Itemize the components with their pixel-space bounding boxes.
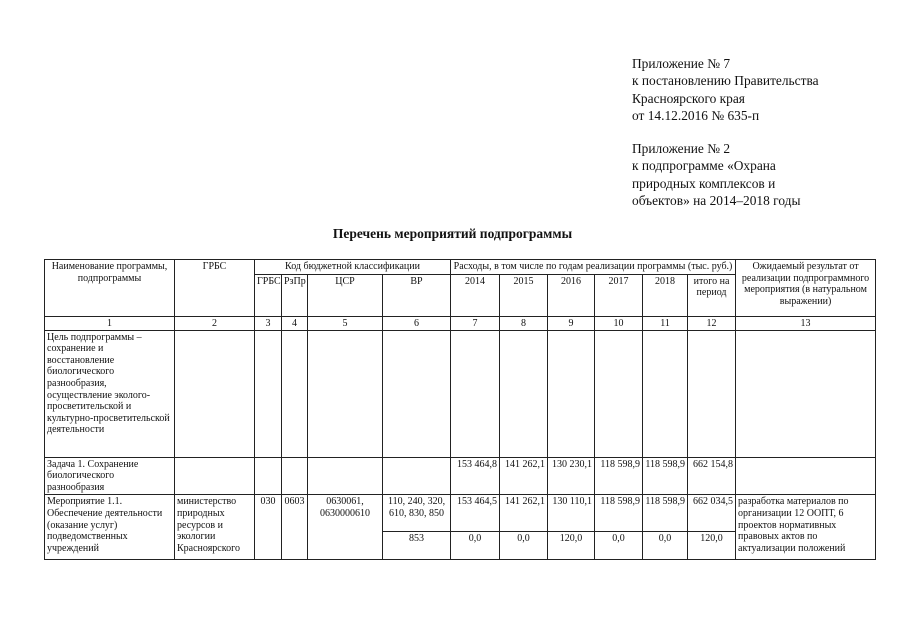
- appendix-main-line4: от 14.12.2016 № 635-п: [632, 107, 760, 123]
- col-number: 1: [45, 316, 175, 330]
- col-number: 2: [175, 316, 255, 330]
- event1-line1-2018: 118 598,9: [643, 495, 688, 532]
- header-expenses: Расходы, в том числе по годам реализации программы (тыс. руб.): [451, 260, 736, 275]
- header-result: Ожидаемый результат от реализации подпрограммного мероприятия (в натуральном выражении): [736, 260, 876, 317]
- event1-line2-2015: 0,0: [500, 532, 548, 560]
- empty-cell: [643, 330, 688, 457]
- empty-cell: [282, 457, 308, 495]
- event1-name: Мероприятие 1.1. Обеспечение деятельности (оказание услуг) подведомственных учреждений: [45, 495, 175, 560]
- col-number: 6: [383, 316, 451, 330]
- header-row-top: [45, 260, 876, 275]
- event1-line1-2014: 153 464,5: [451, 495, 500, 532]
- empty-cell: [548, 330, 595, 457]
- col-number: 9: [548, 316, 595, 330]
- event1-vr-line2: 853: [383, 532, 451, 560]
- header-year-2018: 2018: [643, 274, 688, 316]
- empty-cell: [736, 330, 876, 457]
- appendix-sub-stamp: [632, 140, 800, 209]
- event1-line2-2016: 120,0: [548, 532, 595, 560]
- event1-line2-total: 120,0: [688, 532, 736, 560]
- empty-cell: [383, 330, 451, 457]
- column-numbers-row: [45, 316, 876, 330]
- header-year-2016: 2016: [548, 274, 595, 316]
- empty-cell: [308, 330, 383, 457]
- header-year-2014: 2014: [451, 274, 500, 316]
- col-number: 3: [255, 316, 282, 330]
- task1-row: [45, 457, 876, 495]
- empty-cell: [595, 330, 643, 457]
- header-name: Наименование программы, подпрограммы: [45, 260, 175, 317]
- header-budget-code: Код бюджетной классификации: [255, 260, 451, 275]
- event1-csr: 0630061, 0630000610: [308, 495, 383, 560]
- goal-row: [45, 330, 876, 457]
- empty-cell: [255, 457, 282, 495]
- header-sub-vr: ВР: [383, 274, 451, 316]
- empty-cell: [736, 457, 876, 495]
- col-number: 13: [736, 316, 876, 330]
- empty-cell: [383, 457, 451, 495]
- event1-rzpr: 0603: [282, 495, 308, 560]
- empty-cell: [175, 330, 255, 457]
- header-total: итого на период: [688, 274, 736, 316]
- empty-cell: [255, 330, 282, 457]
- event1-grbs: министерство природных ресурсов и экологии Красноярского: [175, 495, 255, 560]
- event1-line1-2015: 141 262,1: [500, 495, 548, 532]
- event1-line2-2018: 0,0: [643, 532, 688, 560]
- event1-grbs-code: 030: [255, 495, 282, 560]
- col-number: 7: [451, 316, 500, 330]
- col-number: 8: [500, 316, 548, 330]
- appendix-main-stamp: [632, 55, 819, 124]
- header-grbs: ГРБС: [175, 260, 255, 317]
- empty-cell: [451, 330, 500, 457]
- appendix-sub-line3: природных комплексов и: [632, 175, 776, 191]
- appendix-sub-line1: Приложение № 2: [632, 141, 731, 156]
- empty-cell: [308, 457, 383, 495]
- empty-cell: [282, 330, 308, 457]
- header-sub-rzpr: РзПр: [282, 274, 308, 316]
- measures-table: [44, 259, 876, 560]
- header-sub-csr: ЦСР: [308, 274, 383, 316]
- event1-row-line1: [45, 495, 876, 532]
- task1-2016: 130 230,1: [548, 457, 595, 495]
- empty-cell: [688, 330, 736, 457]
- col-number: 11: [643, 316, 688, 330]
- task1-2014: 153 464,8: [451, 457, 500, 495]
- task1-2017: 118 598,9: [595, 457, 643, 495]
- event1-line1-2017: 118 598,9: [595, 495, 643, 532]
- appendix-main-line1: Приложение № 7: [632, 56, 731, 71]
- col-number: 4: [282, 316, 308, 330]
- event1-line1-2016: 130 110,1: [548, 495, 595, 532]
- empty-cell: [175, 457, 255, 495]
- goal-name: Цель подпрограммы – сохранение и восстановление биологического разнообразия, осуществление эколого-просветительской и культурно-просветительской деятельности: [45, 330, 175, 457]
- task1-name: Задача 1. Сохранение биологического разнообразия: [45, 457, 175, 495]
- task1-2015: 141 262,1: [500, 457, 548, 495]
- event1-vr-line1: 110, 240, 320, 610, 830, 850: [383, 495, 451, 532]
- appendix-main-line2: к постановлению Правительства: [632, 73, 819, 89]
- header-year-2015: 2015: [500, 274, 548, 316]
- col-number: 5: [308, 316, 383, 330]
- event1-line2-2017: 0,0: [595, 532, 643, 560]
- event1-line2-2014: 0,0: [451, 532, 500, 560]
- col-number: 12: [688, 316, 736, 330]
- appendix-main-line3: Красноярского края: [632, 90, 745, 106]
- event1-line1-total: 662 034,5: [688, 495, 736, 532]
- event1-result: разработка материалов по организации 12 ООПТ, 6 проектов нормативных правовых актов по актуализации положений: [736, 495, 876, 560]
- task1-2018: 118 598,9: [643, 457, 688, 495]
- appendix-sub-line2: к подпрограмме «Охрана: [632, 158, 776, 174]
- appendix-sub-line4: объектов» на 2014–2018 годы: [632, 192, 801, 208]
- document-title: Перечень мероприятий подпрограммы: [332, 226, 573, 241]
- header-sub-grbs: ГРБС: [255, 274, 282, 316]
- empty-cell: [500, 330, 548, 457]
- col-number: 10: [595, 316, 643, 330]
- task1-total: 662 154,8: [688, 457, 736, 495]
- header-year-2017: 2017: [595, 274, 643, 316]
